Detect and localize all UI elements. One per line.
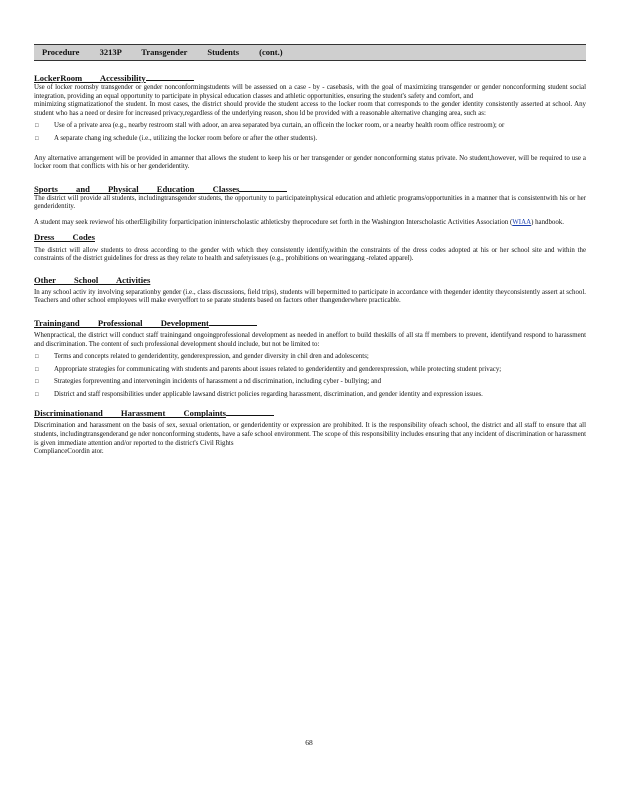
sports-heading: Sports and Physical Education Classes	[34, 183, 586, 195]
procedure-header	[34, 44, 586, 61]
wiaa-link[interactable]: WIAA	[512, 218, 532, 226]
other-activities-heading: Other School Activities	[34, 274, 151, 285]
discrimination-paragraph-2: ComplianceCoordin ator.	[34, 448, 104, 456]
discrimination-heading: Discriminationand Harassment Complaints	[34, 407, 586, 419]
page-number: 68	[305, 738, 313, 747]
locker-paragraph-1: Use of locker roomsby transgender or gender nonconformingstudents will be assessed on a case - by - casebasis, with the goal of maximizing transgender or gender nonconforming student social integration, providing an equal opportunity to participate in physical education classes and athletic opportunities, ensuring the student's safety and comfort, and	[34, 84, 586, 100]
bullet-icon: □	[35, 379, 39, 386]
locker-bullet-1: □ Use of a private area (e.g., nearby restroom stall with adoor, an area separated bya curtain, an officein the locker room, or a nearby health room office restroom); or	[35, 122, 505, 130]
bullet-icon: □	[35, 354, 39, 361]
header-number: 3213P	[99, 47, 122, 57]
dress-paragraph-1: The district will allow students to dress according to the gender with which they consistently identify,within the constraints of the dress codes adopted at his or her school site and within the constraints of the district guidelines for dress as they relate to health and safetyissues (e.g., prohibitions on wearinggang -related apparel).	[34, 246, 586, 263]
discrimination-paragraph-1: Discrimination and harassment on the basis of sex, sexual orientation, or genderidentity or expression are prohibited. It is the responsibility ofeach school, the district and all staff to ensure that all students, includingtransgenderand ge nder nonconforming students, have a safe school environment. The scope of this responsibility includes ensuring that any incident of discrimination or harassment is given immediate attention and/or reported to the district's Civil Rights	[34, 422, 586, 447]
sports-paragraph-1: The district will provide all students, includingtransgender students, the opportunity to participateinphysical education and athletic programs/opportunities in a manner that is consistentwith his or her genderidentity.	[34, 194, 586, 211]
locker-paragraph-3: Any alternative arrangement will be provided in amanner that allows the student to keep his or her transgender or gender nonconforming status private. No student,however, will be required to use a locker room that conflicts with his or her genderidentity.	[34, 154, 586, 171]
locker-paragraph-2: minimizing stigmatizationof the student. In most cases, the district should provide the student access to the locker room that corresponds to the gender identity consistently asserted at school. Any student who has a need or desire for increased privacy,regardless of the underlying reason, shou ld be provided with a reasonable alternative changing area, such as:	[34, 101, 586, 117]
training-bullet-3: □ Strategies forpreventing and interveningin incidents of harassment a nd discrimination, including cyber - bullying; and	[35, 378, 382, 386]
training-bullet-2: □ Appropriate strategies for communicating with students and parents about issues related to genderidentity and genderexpression, while protecting student privacy;	[35, 365, 502, 373]
bullet-icon: □	[35, 123, 39, 130]
document-page	[34, 44, 586, 457]
header-procedure: Procedure	[42, 47, 80, 57]
training-paragraph-1: Whenpractical, the district will conduct staff trainingand ongoingprofessional development as needed in aneffort to build theskills of all sta ff members to prevent, identifyand respond to harassment and discrimination. The content of such professional development should include, but not be limited to:	[34, 331, 586, 348]
header-cont: (cont.)	[259, 47, 283, 57]
header-title2: Students	[207, 47, 240, 57]
sports-paragraph-2: A student may seek reviewof his otherEligibility forparticipation ininterscholastic athleticsby theprocedure set forth in the Washington Interscholastic Activities Association (WIAA) handbook.	[34, 218, 564, 226]
bullet-icon: □	[35, 135, 39, 142]
bullet-icon: □	[35, 366, 39, 373]
other-paragraph-1: In any school activ ity involving separationby gender (i.e., class discussions, field trips), students will bepermitted to participate in accordance with thegender identity theyconsistently assert at school. Teachers and other school employees will make everyeffort to se parate students based on factors other thangenderwhere practicable.	[34, 288, 586, 305]
training-bullet-1: □ Terms and concepts related to genderidentity, genderexpression, and gender diversity in chil dren and adolescents;	[35, 353, 369, 361]
locker-room-heading: LockerRoom Accessibility	[34, 72, 586, 84]
training-bullet-4: □ District and staff responsibilities under applicable lawsand district policies regarding harassment, discrimination, and gender identity and expression issues.	[35, 390, 483, 398]
dress-codes-heading: Dress Codes	[34, 231, 95, 242]
locker-bullet-2: □ A separate chang ing schedule (i.e., utilizing the locker room before or after the other students).	[35, 134, 318, 142]
training-heading: Trainingand Professional Development	[34, 317, 586, 329]
header-title: Transgender	[141, 47, 188, 57]
bullet-icon: □	[35, 391, 39, 398]
